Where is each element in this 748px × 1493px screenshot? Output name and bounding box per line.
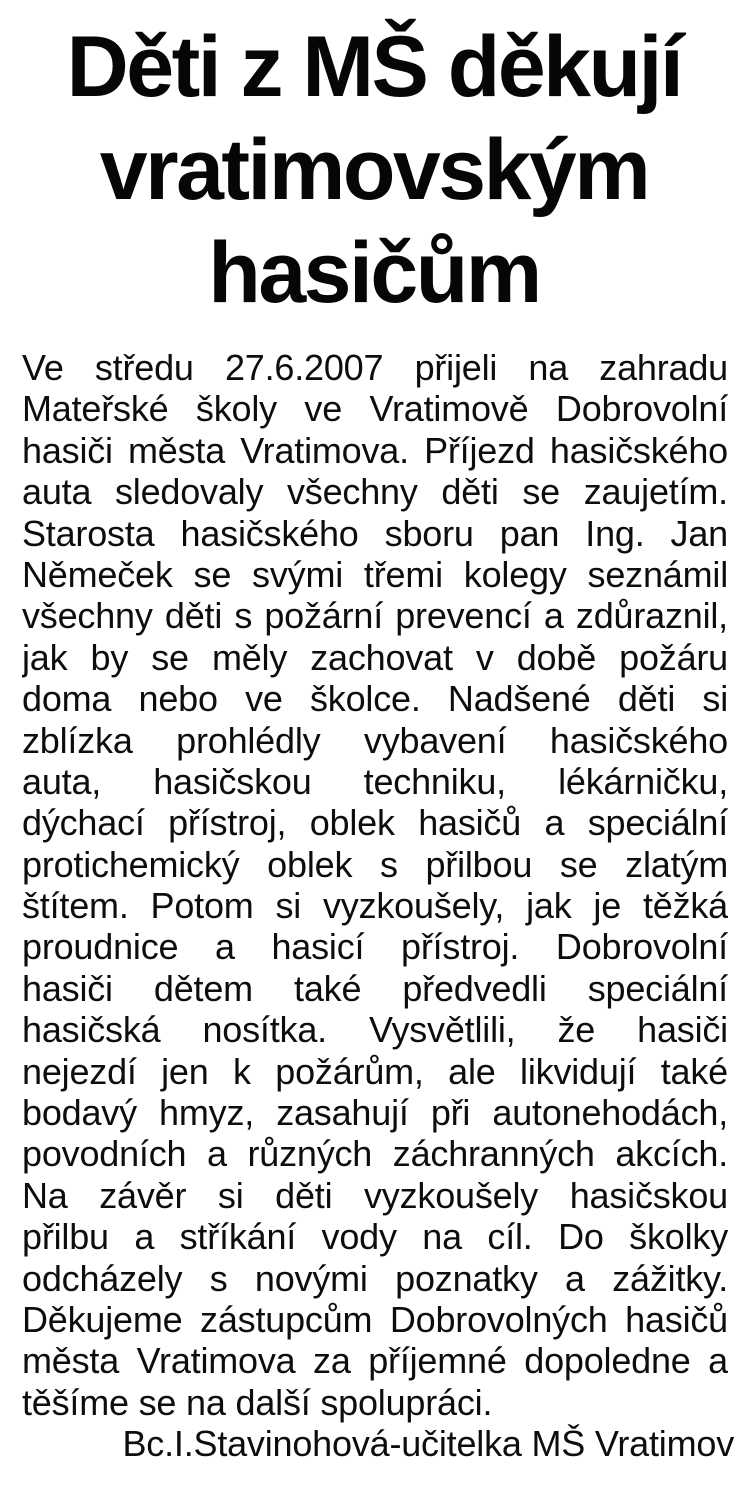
body-line: doma nebo ve školce. Nadšené děti si	[22, 678, 728, 720]
body-line: dýchací přístroj, oblek hasičů a speciální	[22, 802, 728, 844]
article-body	[22, 347, 734, 1465]
body-line: jak by se měly zachovat v době požáru	[22, 636, 728, 678]
headline-line-1: Děti z MŠ děkují	[66, 19, 682, 115]
body-line: Starosta hasičského sboru pan Ing. Jan	[22, 512, 728, 554]
body-line: nejezdí jen k požárům, ale likvidují také	[22, 1050, 728, 1092]
body-line: Mateřské školy ve Vratimově Dobrovolní	[22, 388, 728, 430]
body-line: Němeček se svými třemi kolegy seznámil	[22, 553, 728, 595]
headline-line-3: hasičům	[208, 225, 540, 321]
article-body-lines	[22, 347, 728, 1423]
body-line: Ve středu 27.6.2007 přijeli na zahradu	[22, 347, 728, 388]
body-line: proudnice a hasicí přístroj. Dobrovolní	[22, 926, 728, 968]
body-line: auta, hasičskou techniku, lékárničku,	[22, 760, 728, 802]
body-line: Děkujeme zástupcům Dobrovolných hasičů	[22, 1298, 728, 1340]
headline-line-2: vratimovským	[99, 122, 649, 218]
body-line: auta sledovaly všechny děti se zaujetím.	[22, 471, 728, 513]
article-headline	[0, 0, 748, 325]
body-line: města Vratimova za příjemné dopoledne a	[22, 1340, 728, 1382]
body-line: protichemický oblek s přilbou se zlatým	[22, 843, 728, 885]
body-line: odcházely s novými poznatky a zážitky.	[22, 1257, 728, 1299]
body-line: hasiči města Vratimova. Příjezd hasičského	[22, 429, 728, 471]
body-line: povodních a různých záchranných akcích.	[22, 1133, 728, 1175]
article-signature: Bc.I.Stavinohová-učitelka MŠ Vratimov	[122, 1423, 734, 1465]
body-line: všechny děti s požární prevencí a zdůraznil,	[22, 595, 728, 637]
body-line: zblízka prohlédly vybavení hasičského	[22, 719, 728, 761]
body-line: těšíme se na další spolupráci.	[22, 1381, 493, 1423]
body-line: bodavý hmyz, zasahují při autonehodách,	[22, 1092, 728, 1134]
body-line: Na závěr si děti vyzkoušely hasičskou	[22, 1174, 728, 1216]
body-line: přilbu a stříkání vody na cíl. Do školky	[22, 1216, 728, 1258]
body-line: štítem. Potom si vyzkoušely, jak je těžká	[22, 885, 728, 927]
body-line: hasičská nosítka. Vysvětlili, že hasiči	[22, 1009, 728, 1051]
body-line: hasiči dětem také předvedli speciální	[22, 967, 728, 1009]
